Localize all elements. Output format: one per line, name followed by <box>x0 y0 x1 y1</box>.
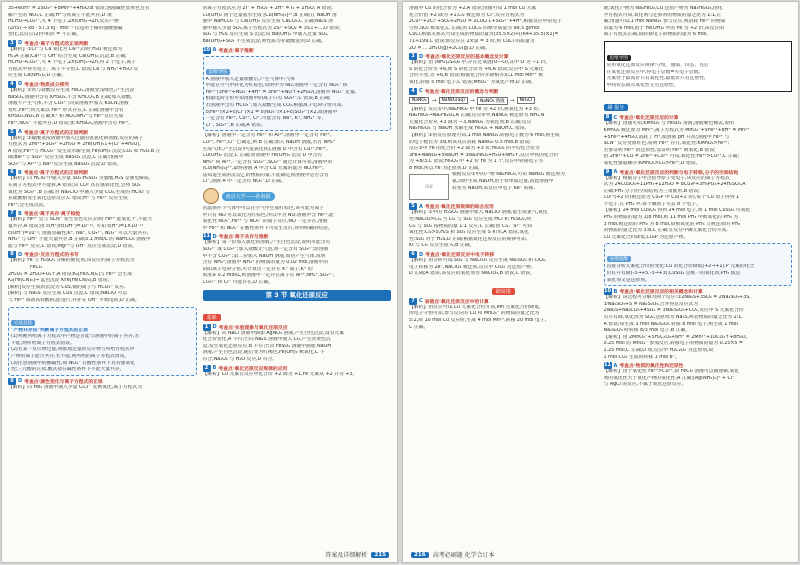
text-line: (ZnS) → xd · 57.3 kJ · mol⁻¹ 仅适用于稀的强酸强碱 <box>8 25 123 31</box>
text-line: 离子方程式正确,故转移电子的物质的量为 6 mol。 <box>603 32 712 38</box>
footer-text: 答案及详细解析 <box>325 552 368 559</box>
text-line: 【解析】由于氧化性 Fe³⁺>Cu²⁺,故 FeCl₃ 溶液可以腐蚀铜,氧化 <box>603 369 740 375</box>
answer-letter: A <box>613 362 618 369</box>
text-line: 溶液,产生白色沉淀,随后变为红褐色,Fe(OH)₂ 被氧化,C 不 <box>202 350 325 356</box>
text-line: SO₄²⁻与 Al³⁺与 Ba²⁺反应生成 BaSO₄ 沉淀,D 错误。 <box>8 161 122 167</box>
text-line: 8 mol,所以 Fe 为还原剂,D 正确。 <box>409 165 483 171</box>
text-line: 性:NaClO>Cl₂,当 Cl₂ 与 SO₂ 反应生成 HCl 和 H₂SO₄,则 <box>409 217 532 223</box>
knowledge-point: 考查点·氧化还原反应的计算 <box>619 116 679 122</box>
mind-map-box <box>203 56 392 132</box>
text-line: [解析]反应生成的沉淀为 CuS,铜的离子与 HCO₃⁻ 反应, <box>8 284 126 290</box>
key-point-box <box>604 41 793 92</box>
question-number: 5 <box>8 129 16 136</box>
text-line: 【解析】溶液中一定含有 Fe²⁺ 和 Al³⁺,溶液中一定含有 Fe²⁺, <box>202 133 332 139</box>
text-line: 【解析】Fe 与 H₂SO₄ 分解的催化剂,该反应的离子方程式为 <box>8 258 135 264</box>
answer-letter: A <box>212 47 217 54</box>
box-line: 不能,则所给离子方程式错误。 <box>11 340 75 346</box>
text-line: 变红,Fe³⁺;铁元素以 Fe³⁺ 形式存在,C 正确;溶液中含有 <box>8 107 124 113</box>
text-line: 溶液中 Cu 的化合价为 +2,A 错误;由图可知 1 mol Cu 元素 <box>409 6 537 11</box>
text-line: 个电子,在 PH₃ 中,每个磷原子失去 8 个电子。 <box>603 201 701 207</box>
question-header <box>8 210 197 217</box>
subheading-wrap <box>409 278 598 297</box>
text-line: 变化,以反应(2)中和热 = 不正确。 <box>8 32 81 38</box>
text-line: 【解析】由分析可知,SO₂ 与 NaClO₃ 反应生成 Na₂SO₄ 和 ClO₂, <box>409 258 547 264</box>
text-line: 应生成 Ca(NH₂)₂,D 正确。 <box>8 73 67 79</box>
text-line: 生成气体,产生沉淀甲(氢氧化铁),溶液 D 中含有 Cu²⁺,Fe³⁺, <box>202 146 328 152</box>
text-line: KI 与 Cl₂ 反应生成 I₂,B 正确。 <box>409 243 475 249</box>
text-line: 【解析】第一份加入氯化钡溶液,产生白色沉淀,说明可能含有 <box>202 240 331 246</box>
question-header <box>8 378 197 385</box>
text-line: Na₂Fe₂O₄ 与 NaOH 水解生成 Fe₃O₄ + NaOH,C 错误。 <box>409 126 530 132</box>
text-line: 中不含 CO₃²⁻;第二份加入 NaOH 溶液,加热产生气体,说明 <box>202 253 326 259</box>
text-line: H₂,A 正确;Ca²⁺与 OH⁻结合生成 Ca(OH)₂,沉淀,B 正确; <box>8 53 127 59</box>
question-number: 7 <box>8 210 16 217</box>
question-header <box>409 298 598 305</box>
text-line: Cu(OH)₂ 溶于过量氨水生成 [Cu(NH₃)₄]²⁺,B 正确;在 NaOH 溶 <box>202 12 337 18</box>
text-line: 根据反应①中的产物 Na₂FeO₂,可知 NaNO₂ 被还原为 <box>452 172 565 178</box>
text-line: HCHO→CO₂²⁻,失 4 个电子,Zn(OH)₂→Zn,反应产物 <box>8 19 119 25</box>
knowledge-point: 考查点·离子方程式的正误判断 <box>23 130 89 136</box>
text-line: 方程式中得失电子、离子不守恒,C 错误;Ca 与 NH₄⁺+H₂O 反 <box>8 66 139 72</box>
text-line: 【解析】根据分子中含指导原子受电子,该反应的离子方程式 <box>603 175 730 181</box>
box-line: 在氧化还原反应中,得电子总数=失电子总数。 <box>606 69 704 75</box>
question-number: 1 <box>203 324 211 331</box>
question-number: 4 <box>8 81 16 88</box>
answer-letter: A <box>613 169 618 175</box>
box-tag: 思维导图 <box>607 55 631 61</box>
question-number: 11 <box>203 233 210 240</box>
text-line: 【解析】Fe²⁺ 会与 SCN⁻ 发生显色反应,同时 Fe²⁺ 能氧化 I⁻,不能大 <box>8 217 153 223</box>
text-line: 【解析】向 FeI₂ 溶液中通入少量 Cl₂,I⁻ 先被氧化,离子方程式为 <box>8 384 143 390</box>
answer-letter: B <box>18 169 22 176</box>
box-line: 根据电荷守恒可知溶液中阴离子只有 SO₄²⁻,C 错误,B 正确; <box>205 96 331 102</box>
text-line: 0.25 mol 的 MnO₄⁻ 参加反应,转移电子的物质的量为 0.25×5 = <box>603 341 743 347</box>
text-line: PH₃ 的物质的量为 1/8 mol,则 11 mol PH₃ 中被氧化的 PH₃ 为 <box>603 215 739 221</box>
text-line: 【解析】向 HClO 中通入少量 SO₂:H₂SO₃ 为强酸,H₂S 是强电解质, <box>8 176 151 182</box>
text-line: 的离子方程式应为 2I⁻ + H₂O₂ + 2H⁺ ≜ I₂ + 2H₂O, A 错误; <box>202 6 333 11</box>
flow-box: NaNO₂ <box>409 97 429 104</box>
question-number: 6 <box>8 169 16 176</box>
text-line: 【解析】向 NaCl 溶液中滴加 AgNO₃ 溶液,产生白色沉淀,没有元素 <box>202 330 345 336</box>
text-line: K₂[Fe(CN)₆]→ 蓝色沉淀 KFe[Fe(CN)₆],B 错误; <box>8 278 110 284</box>
text-line: A 错误;每生成 3 mol Na₂S₂O₃ 转移 8 mol 电子,则生成 1 mol <box>603 321 738 327</box>
answer-letter: C <box>419 88 423 95</box>
box-tag: 方法总结 <box>11 320 35 326</box>
text-line: 正确;PH₃ 分子的空间结构为三角锥形,B 错误; <box>603 188 700 194</box>
box-tag: 易错提醒 <box>607 256 631 262</box>
text-line: 有升有降,氧化剂为 SO₂,还原剂为 Na₂S,两者物质的量之比为 2:1, <box>603 315 743 320</box>
footer-text: 高考必刷题 化学合订本 <box>432 552 495 559</box>
text-line: 的电子数目为 3N,则该反应消耗 NaNO₂ 0.5 mol,B 错误; <box>409 139 531 145</box>
question-number: 10 <box>604 288 611 295</box>
answer-letter: B <box>212 365 217 372</box>
question-header <box>409 203 598 210</box>
text-line: 中 Fe²⁺ 和 NO₃⁻ 在酸性条件下可发生反应,得到明确的结论。 <box>202 225 333 231</box>
arrow-right-icon: → <box>469 97 475 105</box>
teacher-label: 南京大学——孙海韬 <box>222 192 275 201</box>
question-number: 5 <box>409 203 417 210</box>
box-line: 性;三元酸的正盐,酸式盐在碱性条件下不能大量共存。 <box>11 367 125 373</box>
text-line: 符合;Na₂O₂ 与 H₂O 反应,D 符合。 <box>202 356 278 362</box>
text-line: 淀,发生氧化还原反应,B 不符合;向 FeSO₄ 溶液中滴加 NaOH <box>202 343 332 349</box>
text-line: Na₂FeO₂→Na₂Fe₂O₄,A 正确;反应②中,NaNO₂ 被还原为 NH₃,N <box>409 113 545 119</box>
box-line: c(Fe²⁺)×2+c(Cl⁻)×1 = c(NO₃⁻)×1+c(SO₄²⁻)×2,故溶液中 <box>205 109 338 115</box>
right-column-2 <box>604 6 793 544</box>
box-line: 产物的离子能否共存,若不能,则所给的离子方程式错误。 <box>11 353 130 359</box>
text-line: 氧化性:Cl₂>S,H₂S 和 SO₂ 反应生成 S 和水,A 错误,氧化 <box>409 230 529 236</box>
question-number: 10 <box>203 46 210 53</box>
question-number: 6 <box>409 251 417 258</box>
text-line: 反应②中 Fe 的化合价 +2 降为 +3 价,Fe₃O₄ 的平均化合价为 <box>409 146 540 152</box>
question-header <box>8 169 197 176</box>
knowledge-point: 考查点·离子推断 <box>218 48 254 54</box>
text-line: 3 mol,被还原的 PH₃ 为 8 mol,故被氧化的 PH₃ 与被还原的 PH₃ <box>603 221 740 227</box>
text-line: ②Na₂SO₃+S ≜ Na₂S₂O₃,合并得总反应式为 <box>603 301 699 307</box>
error-reminder-box <box>604 243 793 286</box>
text-line: 学方程式可知,氧化剂与还原剂的物质的量之比为 1:1,正 <box>603 12 722 18</box>
subheading-badge: 基础 <box>203 314 221 321</box>
text-line: Cu(OH)₂ 沉淀,C 正确;原溶液中 Fe(OH)₃ 沉淀 D 中含有 <box>202 153 323 159</box>
question-number: 9 <box>8 378 16 385</box>
box-line: 常用氧化还原反应规律:守恒、强弱、价态、先后 <box>606 62 709 68</box>
text-line: SO₂ 与 H₂S 反应生成 S 沉淀;向 Ba(OH)₂ 中通入过量 SO₂, <box>202 32 329 38</box>
page-number: 215 <box>371 552 389 558</box>
question-number: 11 <box>604 362 611 369</box>
text-line: 2O ≜ ... 2H₂O(g)+2Cl₂(g),D 正确。 <box>409 45 490 51</box>
text-line: 【解析】①中的 H₂SO₄ 溶液中加入 NaClO 溶液,能生成氯气,氧化 <box>409 210 548 216</box>
knowledge-point: 考查点·实验现象与氧化还原反应 <box>218 325 288 331</box>
question-header <box>8 129 197 136</box>
text-line: 含有 NH₄⁺;溶液中 NH₄⁺ 的物质的量为 0.02 mol,溶液中的 <box>202 260 329 266</box>
question-header <box>409 53 598 60</box>
flow-box: NaNO₂(aq) <box>439 97 468 104</box>
text-line: 氧化,转移 5 mol 电子,C 错误;MnO₄⁻ 为氧化产物,D 正确。 <box>409 79 536 85</box>
text-line: Fe³⁺,NO₃⁻ 不能共存,D 错误;加 KHSO₄,溶液中含有 Fe²⁺。 <box>8 120 134 126</box>
question-header <box>409 251 598 258</box>
text-line: SO₄²⁻ 或 CO₃²⁻;加入盐酸无气泡,则一定含有 SO₄²⁻;原溶液 <box>202 247 329 253</box>
text-line: CO₃²⁻ 和 Cl⁻ 可能存在,D 正确。 <box>202 280 273 285</box>
method-summary-box <box>8 307 197 376</box>
arrow-right-icon: → <box>431 97 437 105</box>
text-line: 式为 24CuSO₄+11PH₃+12H₂O ≜ 8Cu₃P+3H₃PO₄+24H₂SO₄,A <box>603 182 746 188</box>
box-line: Fe²⁺ (3Fe²⁺+NO₃⁻+4H⁺ ≜ 3Fe³⁺+NO↑+2H₂O),溶液中 NO₃⁻ 足量, <box>205 89 357 95</box>
question-header <box>203 233 392 240</box>
text-line: 元素化合价从 +3 降为 −3,NaNO₂ 为氧化剂,B 正确;反应 <box>409 119 532 125</box>
box-line: 价有升有降(-3→+5,-3→+3),CuSO₄ 是唯一的氧化剂,PH₃ 既是 <box>606 271 741 277</box>
seal-caption: 印章 <box>425 184 433 190</box>
text-line: 3Fe+NaNO₂+5NaOH ≜ 3Na₂FeO₂+H₂O+NH₃↑,反应中铁的化合价 <box>409 152 559 158</box>
question-number: 4 <box>409 88 417 95</box>
answer-letter: C <box>419 298 423 305</box>
text-line: 中只有 NO 可以氧化为红棕色,所以甲为 NO,溶液中含 Fe²⁺,能 <box>202 212 334 218</box>
text-line: Cu 元素化合价降低,Cu₃P 为还原产物。 <box>603 234 689 240</box>
box-line: 中间价态既有氧化性又有还原性。 <box>606 82 679 88</box>
text-line: Cl₂ 与 SO₂ 按物质的量 1:1 反应,C 正确;由 Cl₂、S²⁻ 可知 <box>409 223 533 229</box>
page-number: 216 <box>411 552 429 558</box>
answer-letter: B <box>18 210 22 217</box>
text-line: 的量为 6 mol,由于 Fe(OH)₂ 中的 Fe 为 +2 价,该反应的 <box>603 25 725 31</box>
text-line: 由电子守恒可知,参与反应的 Cu 和 MnO₄⁻ 的物质的量之比为 <box>409 311 540 317</box>
left-column-2 <box>203 6 392 544</box>
text-line: 确;Ba²⁺与 SO₄²⁻反应生成 BaSO₄ 沉淀,C 正确;溶液中 <box>8 155 124 161</box>
answer-letter: A <box>419 203 423 210</box>
text-line: 【解析】该过程可分解为两个反应:①2Na₂S+3SO₂ ≜ 2Na₂SO₃+3S, <box>603 295 751 301</box>
text-line: 阴阳离子电荷守恒,可计算出一定存在 K⁺ 离子,K⁺ 的 <box>202 266 313 272</box>
question-header <box>8 251 197 258</box>
answer-letter: A <box>18 129 22 135</box>
stamp-icon <box>409 174 449 200</box>
answer-letter: D <box>212 233 217 240</box>
section-title: 第 3 节 氧化还原反应 <box>203 290 392 301</box>
question-number: 3 <box>8 40 16 47</box>
text-line: 性:SO₂ 对于 H₂S,D 正确;根据氧化还原反应的规律可知, <box>409 236 528 242</box>
text-line: C 正确。 <box>409 324 429 330</box>
text-line: NH₄⁺ 与 OH⁻ 不能大量共存,B 正确;0.1 mol/L 的 NaHCO₃ 溶液中 <box>8 237 151 243</box>
page-footer <box>411 550 495 559</box>
text-line: 与 AgCl 的反应,不属于氧化还原反应。 <box>603 382 687 388</box>
text-line: Fe³⁺,会生成沉淀。 <box>8 202 49 208</box>
box-line: 直接分析元素化合价的变化:Cu 的化合价降低(+2→+1),P 元素的化合 <box>606 264 755 270</box>
text-line: 由 2Fe³⁺+Cu ≜ 2Fe²⁺+Cu²⁺ 可知,氧化性:Fe³⁺>Cu²⁺,C 正确; <box>603 154 740 160</box>
box-line: (2)若某一反应物过量,则推理过量的反应物与所给方程式中 <box>11 347 135 353</box>
page-footer <box>325 550 389 559</box>
text-line: 71÷199,C 错误;如反应在 2×量 = 3 时,则 CuCl 的质量为 <box>409 38 535 44</box>
text-line: A 错误;Fe³⁺与 HCO₃⁻ 发生双水解生成 Fe(OH)₃ 沉淀,CO₂ 和 H₂O,B 正 <box>8 148 161 154</box>
question-header <box>604 288 793 295</box>
question-number: 2 <box>203 365 211 372</box>
question-number: 8 <box>604 114 612 121</box>
flow-box: NH₄Cl <box>517 97 536 104</box>
text-line: 【解析】由反应可知,Cu 元素化合价升高,Mn 元素化合价降低, <box>409 304 541 310</box>
question-header <box>8 40 197 47</box>
text-line: 的物质的量之比为 3:8,C 正确;在反应中磷元素化合价升高, <box>603 228 728 234</box>
text-line: 氧化性 NO₃⁻,Fe²⁺ 与 NO₃⁻ 的离子反应,NO 一定存在,溶液 <box>202 219 328 225</box>
text-line: 【解析】由题可知,KMnO₄ 与 FeSO₄ 溶液,溶液紫色褪去,说明 <box>603 121 735 127</box>
text-line: Ba(OH)₂+SO₂ 不生成沉淀,则性质为亚硫酸氢钡,D 正确。 <box>202 38 326 44</box>
question-header <box>203 365 392 372</box>
knowledge-point: 考查点·氧化还原规律的综合应用 <box>424 205 494 211</box>
box-tag: 思维导图 <box>206 69 230 75</box>
text-line: 1.25 mol,C 正确;D 项,反应中 H₂C₂O₄ 为还原剂,故 <box>603 347 714 353</box>
text-line: 液中 NaHCO₃ 与 Ca(OH)₂ 反应生成 CaCO₃,C 正确;Na₂S 溶 <box>202 19 333 25</box>
left-page-columns <box>8 6 391 544</box>
text-line: Cu²⁺(+2 价)被还原为 Cu₃P 中 Cu(+1 价),每个 Cu 原子得到 1 <box>603 195 740 201</box>
knowledge-point: 考查点·离子方程式的正误判断 <box>23 171 88 177</box>
text-line: 与 Fe²⁺ 制备高铁酸钠,能进行,并补充 OH⁻ 平衡电荷,D 正确。 <box>8 297 140 303</box>
text-line: 能与 Fe³⁺ 反应,C 错误;Mg²⁺与 OH⁻ 反应生成沉淀,D 错误。 <box>8 243 138 249</box>
answer-letter: C <box>613 114 618 121</box>
text-line: KMnO₄ 被还原为 Mn²⁺,离子方程式为 MnO₄⁻+5Fe²⁺+8H⁺ ≜ Mn²⁺ <box>603 127 750 133</box>
equation-line: 2H₂O₂ ≜ 2H₂O+O₂↑,A 错误;K₂[Fe(CN)₆]与 Fe²⁺ 会生成 <box>8 271 132 277</box>
question-number: 8 <box>8 251 16 258</box>
text-line: 溶液不产生气体,不含 CO₃²⁻;向某溶液中加入 KSCN,溶液 <box>8 101 129 107</box>
question-number: 9 <box>604 169 612 176</box>
text-line: 若要证明 Fe²⁺ 的还原性,需证明 Fe²⁺ 被氧化,B 错误; <box>603 147 716 153</box>
box-line: (3)注意溶液中的酸碱性,如 NO₃⁻ 在酸性条件下具有强氧化 <box>11 360 135 366</box>
knowledge-point: 考查点·氧化还原反应的相关概念和计算 <box>619 290 703 296</box>
answer-letter: D <box>419 251 424 258</box>
text-line: SCN⁻ 反应变血红色,说明 Fe³⁺ 存在,氧化性:KMnO₄>Fe³⁺; <box>603 141 730 147</box>
question-header <box>8 81 197 88</box>
knowledge-point: 考查点·离子共存·离子检验 <box>23 212 81 218</box>
text-line: CuCl,根据关系式可知生成的物质的量为(35.5×2)÷[(64+35.5)×2]= <box>409 32 559 38</box>
text-line: 液中通入少量 SO₂,离子方程式为 2S²⁻+SO₂ ≜ 3S↓+...,D 错误; <box>202 25 341 31</box>
catalyst-label: FeCl₃ <box>30 265 43 270</box>
text-line: 化合价由 +2 降为 +1,Cl₂ 被还原为 Cl⁻,反应方程式为 <box>409 12 525 18</box>
knowledge-point: 考查点·反应方程式的书写 <box>24 253 79 259</box>
question-header <box>409 88 598 95</box>
knowledge-point: 考查点·物质成分探究 <box>24 82 70 88</box>
text-line: 浓度≥ 0.2 mol/L,则溶液中一定存在离子有 Al³⁺,NH₄⁺,SO₄²⁻, <box>202 273 335 279</box>
text-line: D 正确;A 错误,该反应的氧化剂为 NaClO₃,B 错误,C 错误。 <box>409 271 535 277</box>
text-line: 【解析】①Cl⁻与 Ca 氧化为 Ca²⁺,同时 H₂O 被还原为 <box>8 46 123 52</box>
right-page-columns <box>409 6 792 544</box>
text-line: Cu²⁺, Fe³⁺,Cl⁻ 已确定,则 B 正确;加入 NaOH 溶液,若有 NH₄⁺ <box>202 139 336 145</box>
knowledge-point: 考查点·氧化还原反应的判断与电子转移,分子的空间结构 <box>619 170 739 176</box>
question-header <box>203 47 392 54</box>
question-header <box>604 362 793 369</box>
teacher-avatar-icon <box>203 188 219 204</box>
text-line: 氨,同时生成 NaOH,由于铁单质过量,因此溶液中 <box>452 179 554 185</box>
text-line: S 的化合价为 +6,则 S 的化合价为 +6,A 错误;反应中 S 元素化 <box>409 66 544 72</box>
knowledge-point: 考查点·氧化还原反应中电子转移 <box>425 253 495 259</box>
text-line: 解产生的 NO₃,C 正确;H⁺与铁离子不能共存,D 项 <box>8 12 112 18</box>
question-header <box>604 114 793 121</box>
intro-lines <box>8 6 197 39</box>
text-line: Cl⁻,溶液 A 中一定含有 NO₃⁻,D 正确。 <box>202 179 286 185</box>
text-line: 氧化性强弱顺序:KMnO₄>Cl₂>Fe³⁺,D 错误。 <box>603 160 701 166</box>
text-line: 氧化为 SO₄²⁻,B 正确;对 Na₂ClO 中通入少量 CO₂,生成的 HClO 与 <box>8 189 150 195</box>
text-line: 确;由题可知,1 mol NaNO₂ 参与反应,则消耗 Fe²⁺ 的物质 <box>603 19 726 25</box>
text-line: 2Na₂S+Na₂CO₃+4SO₂ ≜ 3Na₂S₂O₃+CO₂,反应中 S 元素化合价 <box>603 308 744 314</box>
question-header <box>604 169 793 176</box>
text-line: 【解析】24 mol CuSO₄ 得到 24 mol 电子,则 1 mol CuSO₄ 可氧化 <box>603 208 751 214</box>
arrow-right-icon: → <box>509 97 515 105</box>
text-line: +5Fe³⁺+4H₂O,消耗了 H⁺,使溶液 pH 升高;溶液中 Fe³⁺ 与 <box>603 134 730 140</box>
text-line: 【解析】由 2MnO₄⁻+5H₂C₂O₄+6H⁺ ≜ 2Mn²⁺+10CO₂↑+8H₂O, <box>603 334 748 340</box>
text-line: 【解析】①碳酸氢铵溶液中加入过量的氢氧化钠溶液,反应的离子 <box>8 135 144 141</box>
answer-letter: D <box>18 251 23 258</box>
answer-letter: D <box>212 324 217 331</box>
text-line: 亚硫酸根发生氧化还原反应,C 错误;H⁺ 与 Fe²⁺ 反应生成 <box>8 196 128 202</box>
answer-letter: D <box>419 53 424 60</box>
subheading-badge: 刷易错 <box>492 288 515 295</box>
text-line: 【解析】①由反应原理可知,1 mol NaNO₂,转移电子数为 6 mol,则生成 <box>409 132 560 138</box>
text-line: KHSO₄,NO₃,B 正确;K⁺ 和 NO₃,NH₄⁺与 Fe²⁺反应生成 <box>8 114 124 120</box>
text-line: 2Cu²⁺+2Cl⁻+SO₂+2H₂O ≜ 2CuCl↓+SO₄²⁻+4H⁺,根据反应中的电子 <box>409 19 562 25</box>
knowledge-point: 考查点·物质的氧化性和还原性 <box>619 364 684 370</box>
box-line: 甲能在空气中转化为红棕色,说明甲为 NO,溶液中一定含有 NO₃⁻ 和 <box>205 83 348 89</box>
knowledge-point: 考查点·颜色变化与离子方程式的正误 <box>24 379 103 385</box>
answer-letter: D <box>18 378 23 385</box>
knowledge-point: 考查点·离子方程式的正误判断 <box>24 41 89 47</box>
knowledge-point: 易错点·氧化还原反应中的计算 <box>424 299 489 305</box>
section-label: 刷 提分 <box>604 104 629 111</box>
text-line: Na₂S₂O₃ 时转移 8/3 mol 电子,B 正确。 <box>603 328 691 334</box>
knowledge-point: 考查点·氧化还原反应的概念与判断 <box>424 89 499 95</box>
answer-letter: D <box>18 81 23 88</box>
answer-letter: B <box>613 288 618 295</box>
box-title: "产物共存法"判断离子方程式的正误 <box>11 327 88 333</box>
knowledge-point: 考查点·离子共存与推断 <box>218 235 269 241</box>
teacher-tip <box>203 188 392 204</box>
seal-note <box>409 172 598 202</box>
question-number: 3 <box>409 53 417 60</box>
text-line: 【解析】反应①中,Na₂FeO₂ 中 Fe 为 +2 价,被氧化为 +3 价, <box>409 106 540 112</box>
box-line: A 溶液中加入足量盐酸后,产生气体甲,气体 <box>205 76 295 82</box>
text-line: 方程式为 2Fe³⁺+SO₃²⁻+2H₂O ≜ 2Fe(OH)₃↓+(Cl⁻+4H₂O), <box>8 142 141 148</box>
text-line: 【解析】Cu 元素在反应中化合价 +2 降为 +1,Fe 元素从 +2 升为 +3。 <box>202 371 358 377</box>
text-line: 1 mol CO₂ 生成时转移 1 mol e⁻。 <box>603 354 680 360</box>
knowledge-point: 考查点·氧化还原反应规律的应用 <box>218 366 288 372</box>
text-line: NH₄⁺ 和 Al³⁺,一定含有 SO₄²⁻,SO₄²⁻ 通过计算可知,溶液中的 <box>202 159 333 165</box>
box-line: 元素处于最高价只有氧化性,最低价只有还原性, <box>606 76 706 82</box>
question-number: 7 <box>409 298 417 305</box>
text-line: c(OH⁻)=10⁻², 溶液显碱性,K⁺, Na⁺, CO₃²⁻, NO₃⁻ 可以大量共存, <box>8 230 149 236</box>
text-line: 在离子方程式中不能拆,A 错误;向 CO² 具有强氧化性,会将 SO₂ <box>8 183 141 189</box>
answer-letter: D <box>18 40 23 47</box>
text-line: 守恒,SO₂ 被氧化,C 正确,由 CuCl₂ 的摩尔质量为 99.5 g/mol <box>409 25 540 31</box>
text-line: BaSO₄,溶液中含有 KHSO₄,不含 KHCO₃,B 正确;加入盐酸, <box>8 94 133 100</box>
text-line: 转变为 NaOH,该反应中电子 6e⁻ 转移。 <box>452 185 539 191</box>
text-line: 化合价变化,A 不符合;向 Na₂S 溶液中通入 Cl₂,产生淡黄色沉 <box>202 337 331 343</box>
box-line: 氧化剂又是还原剂。 <box>606 277 650 283</box>
text-line: 电子转移为 2e⁻,NaClO₃ 被还原,反应中 ClO₂ 为还原产物, <box>409 264 533 270</box>
right-page <box>403 2 798 562</box>
text-line: 35+60H⁺ ≜ 2SO₄²⁻+8Mn²⁺+4H₂O,B 错误;溶液碱性显黄色且有 <box>8 6 150 11</box>
box-line: Cl⁻, SO₄²⁻,B 正确,A 错误。 <box>205 122 266 128</box>
text-line: HCHO→CO₂²⁻,失 4 个电子,Zn(OH)₂→Zn,得 2 个电子,离子 <box>8 60 136 66</box>
question-header <box>203 324 392 331</box>
flow-box: NaNO₂ 溶液 <box>477 97 508 105</box>
left-column-1 <box>8 6 197 544</box>
text-line: [解析] 与 Na₂S 反应生成 CuS 沉淀,C 错误;NaClO 可以 <box>8 291 128 297</box>
text-line: 合价不变,为 +6,B 错误;根据化合价升降相等知,1 mol Mn²⁺ 被 <box>409 73 544 79</box>
text-line: 为 +8/3,C 错误;Fe₃O₄ 中 +2 价 Fe 为 1 个,反应中转移电子为 <box>409 159 544 165</box>
box-line: (1)判断所给离子方程式中产物是否能与溶液中的离子共存,若 <box>11 334 140 340</box>
text-line: 剂的氧化性大于氧化产物的氧化性,A 正确;[Ag(NH₃)₂]⁺ + Cl⁻ <box>603 375 735 381</box>
knowledge-point: 考查点·氧化还原反应的基本概念及计算 <box>425 55 509 61</box>
text-line: [Cu(NH₃)₄]²⁺,最终溶液 A 中含 Cu 元素的量为 NO,Fe³⁺。 <box>202 166 328 172</box>
text-line: 量共存,A 错误;由 c(H⁺)/c(OH⁻)=10⁻¹², 可知 c(H⁺)=1×10⁻¹² <box>8 224 144 230</box>
left-page <box>2 2 397 562</box>
seal-text <box>452 172 565 192</box>
text-line: 常温条件下气体甲可以在空气中生成红棕色,该可能为离子 <box>202 206 324 212</box>
right-column-1 <box>409 6 598 544</box>
text-line: 键;氧化产物为 Na₂FeO₂,Cu 还原产物为 Na₂Fe₂O₄,由化 <box>603 6 723 11</box>
text-line: 5:2,故 10 mol Cu 反应时,生成 4 mol Mn²⁺,转移 20 mol 电子, <box>409 318 547 323</box>
text-line: 法知道生成的沉淀乙的物质的量,不能确定原溶液中是否含有 <box>202 172 329 178</box>
reaction-flow-diagram <box>409 97 598 105</box>
text-line: 【解析】由 (NH₄)₂S₂O₈ 中,存在过氧链(O—O),其中 O 为 −1 价, <box>409 60 548 66</box>
box-line: 一定含有 Fe²⁺, Cu²⁺, Cl⁻,可能含有 Na⁺, K⁺, NH₄⁺ 等, <box>205 116 323 122</box>
box-line: 若溶液中含有 HCO₃⁻,加入盐酸生成 CO₂,根据离子电荷守恒可知, <box>205 102 343 108</box>
text-line: 【解析】①铁与盐酸反应生成 FeCl₂,溶液变浅绿色,产生沉淀 <box>8 87 135 93</box>
